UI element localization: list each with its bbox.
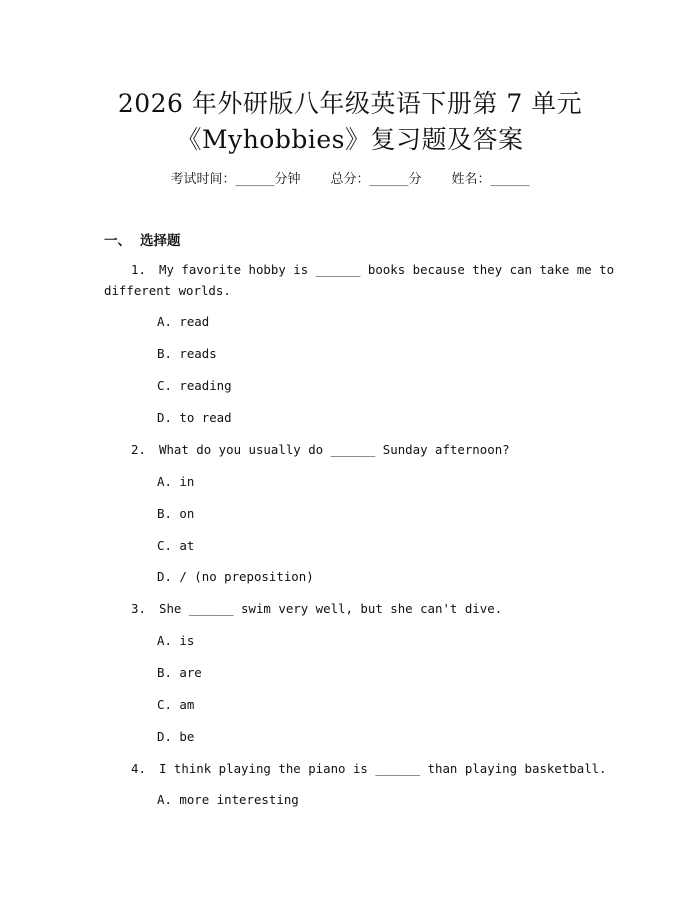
question-text: What do you usually do ______ Sunday afternoon?	[159, 442, 510, 457]
question-3	[104, 598, 594, 619]
question-number: 2.	[131, 442, 146, 457]
option: A. is	[157, 633, 195, 648]
question-text: My favorite hobby is ______ books because they can take me to	[159, 262, 615, 277]
exam-info	[0, 168, 700, 187]
question-number: 3.	[131, 601, 146, 616]
question-number: 1.	[131, 262, 146, 277]
section-heading	[104, 229, 181, 249]
exam-name-field: 姓名：______	[451, 172, 530, 187]
option: D. to read	[157, 410, 232, 425]
exam-time-field: 考试时间：______分钟	[170, 172, 301, 187]
question-1	[104, 259, 615, 301]
section-number: 一、	[104, 233, 131, 249]
option: B. on	[157, 506, 195, 521]
option: A. more interesting	[157, 792, 299, 807]
exam-score-field: 总分：______分	[330, 172, 422, 187]
question-2	[104, 439, 594, 460]
option: A. read	[157, 314, 210, 329]
option: C. reading	[157, 378, 232, 393]
document-title-line1: 2026 年外研版八年级英语下册第 7 单元	[117, 89, 583, 118]
option: D. be	[157, 729, 195, 744]
option: A. in	[157, 474, 195, 489]
option: C. at	[157, 538, 195, 553]
question-text-continued: different worlds.	[104, 283, 231, 298]
question-text: I think playing the piano is ______ than playing basketball.	[159, 761, 607, 776]
question-number: 4.	[131, 761, 146, 776]
option: C. am	[157, 697, 195, 712]
option: B. are	[157, 665, 202, 680]
question-text: She ______ swim very well, but she can't dive.	[159, 601, 503, 616]
document-title-line2: 《Myhobbies》复习题及答案	[176, 125, 524, 154]
question-4	[104, 758, 607, 779]
section-title: 选择题	[140, 233, 181, 249]
option: D. / (no preposition)	[157, 569, 314, 584]
option: B. reads	[157, 346, 217, 361]
